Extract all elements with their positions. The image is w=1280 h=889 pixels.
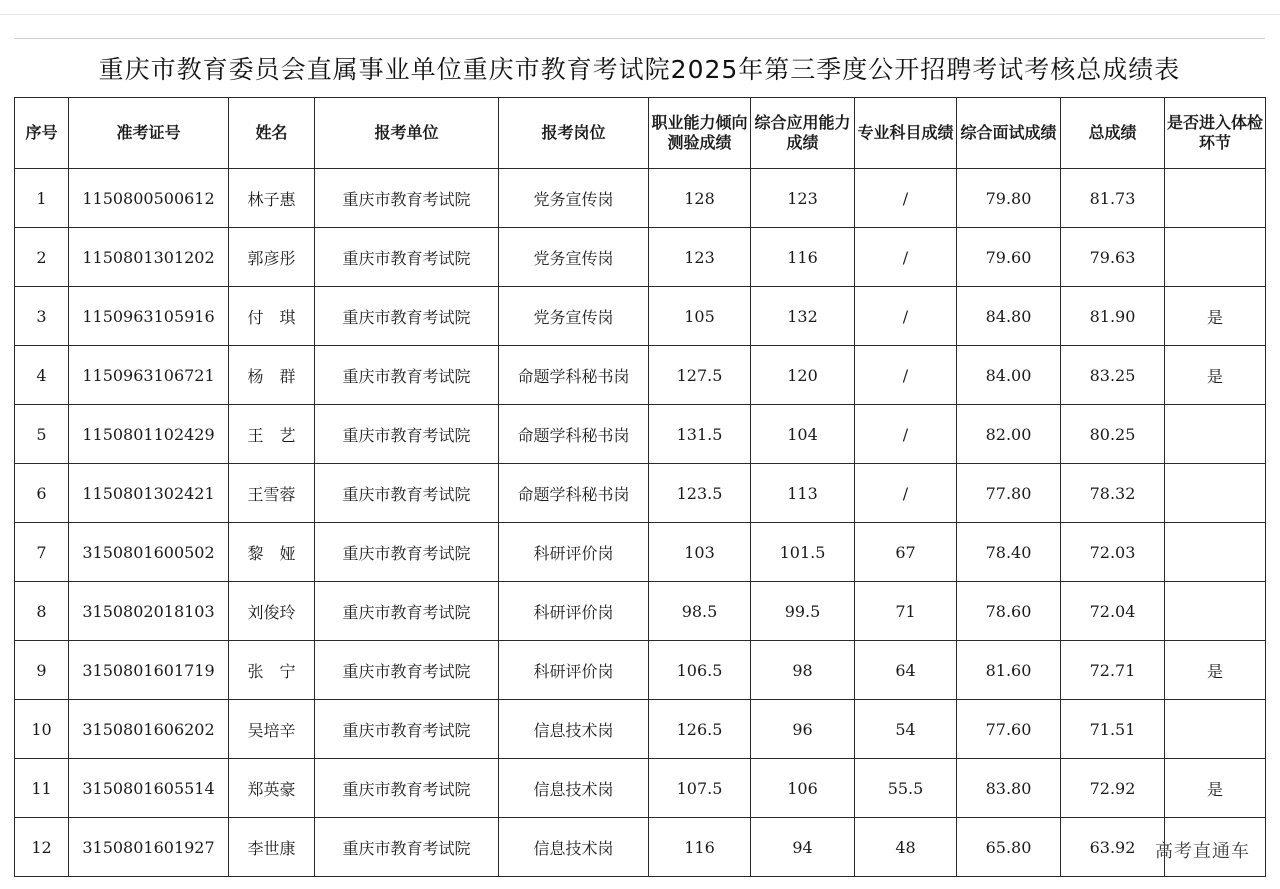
cell-index: 11 [15,759,69,818]
cell-total-score: 81.90 [1061,287,1165,346]
cell-total-score: 80.25 [1061,405,1165,464]
table-row [15,346,1266,405]
cell-applied-ability-score: 120 [751,346,855,405]
cell-aptitude-score: 98.5 [649,582,751,641]
cell-professional-score: / [855,287,957,346]
header-unit: 报考单位 [315,98,499,169]
header-applied-ability-score: 综合应用能力成绩 [751,98,855,169]
cell-index: 3 [15,287,69,346]
cell-interview-score: 77.80 [957,464,1061,523]
cell-name: 郑英豪 [229,759,315,818]
cell-ticket-number: 1150963106721 [69,346,229,405]
cell-interview-score: 83.80 [957,759,1061,818]
cell-interview-score: 79.60 [957,228,1061,287]
header-ticket-number: 准考证号 [69,98,229,169]
cell-total-score: 79.63 [1061,228,1165,287]
cell-physical-exam: 是 [1165,287,1266,346]
table-row [15,169,1266,228]
cell-name: 刘俊玲 [229,582,315,641]
cell-name: 付 琪 [229,287,315,346]
cell-ticket-number: 1150801102429 [69,405,229,464]
cell-total-score: 78.32 [1061,464,1165,523]
cell-total-score: 71.51 [1061,700,1165,759]
watermark: 高考直通车 [1155,841,1250,862]
cell-applied-ability-score: 94 [751,818,855,877]
table-row [15,759,1266,818]
table-row [15,641,1266,700]
cell-physical-exam [1165,523,1266,582]
cell-index: 7 [15,523,69,582]
cell-ticket-number: 3150801601927 [69,818,229,877]
cell-name: 黎 娅 [229,523,315,582]
cell-unit: 重庆市教育考试院 [315,464,499,523]
cell-name: 杨 群 [229,346,315,405]
cell-interview-score: 84.00 [957,346,1061,405]
cell-index: 8 [15,582,69,641]
header-professional-score: 专业科目成绩 [855,98,957,169]
cell-ticket-number: 1150801301202 [69,228,229,287]
cell-index: 4 [15,346,69,405]
cell-applied-ability-score: 106 [751,759,855,818]
cell-position: 党务宣传岗 [499,287,649,346]
cell-index: 1 [15,169,69,228]
cell-applied-ability-score: 104 [751,405,855,464]
cell-unit: 重庆市教育考试院 [315,405,499,464]
cell-physical-exam [1165,582,1266,641]
cell-total-score: 63.92 [1061,818,1165,877]
cell-position: 党务宣传岗 [499,169,649,228]
cell-applied-ability-score: 113 [751,464,855,523]
cell-total-score: 72.03 [1061,523,1165,582]
cell-applied-ability-score: 99.5 [751,582,855,641]
table-row [15,228,1266,287]
cell-professional-score: / [855,346,957,405]
header-physical-exam: 是否进入体检环节 [1165,98,1266,169]
score-table [14,97,1266,877]
cell-index: 5 [15,405,69,464]
cell-total-score: 72.71 [1061,641,1165,700]
cell-ticket-number: 3150801601719 [69,641,229,700]
cell-unit: 重庆市教育考试院 [315,169,499,228]
cell-professional-score: 64 [855,641,957,700]
cell-unit: 重庆市教育考试院 [315,641,499,700]
cell-unit: 重庆市教育考试院 [315,700,499,759]
cell-total-score: 72.92 [1061,759,1165,818]
cell-unit: 重庆市教育考试院 [315,582,499,641]
cell-total-score: 72.04 [1061,582,1165,641]
score-sheet [14,38,1265,877]
page-title: 重庆市教育委员会直属事业单位重庆市教育考试院2025年第三季度公开招聘考试考核总成绩表 [14,38,1265,97]
cell-applied-ability-score: 123 [751,169,855,228]
cell-position: 党务宣传岗 [499,228,649,287]
cell-index: 12 [15,818,69,877]
cell-position: 科研评价岗 [499,641,649,700]
table-row [15,582,1266,641]
cell-interview-score: 82.00 [957,405,1061,464]
cell-professional-score: / [855,169,957,228]
cell-applied-ability-score: 116 [751,228,855,287]
cell-aptitude-score: 126.5 [649,700,751,759]
cell-name: 林子惠 [229,169,315,228]
cell-physical-exam [1165,169,1266,228]
cell-aptitude-score: 127.5 [649,346,751,405]
cell-interview-score: 79.80 [957,169,1061,228]
table-row [15,464,1266,523]
cell-position: 信息技术岗 [499,759,649,818]
cell-physical-exam [1165,228,1266,287]
cell-professional-score: 67 [855,523,957,582]
cell-unit: 重庆市教育考试院 [315,818,499,877]
cell-unit: 重庆市教育考试院 [315,287,499,346]
top-rule [0,14,1280,15]
header-interview-score: 综合面试成绩 [957,98,1061,169]
cell-professional-score: 55.5 [855,759,957,818]
cell-aptitude-score: 105 [649,287,751,346]
cell-ticket-number: 1150801302421 [69,464,229,523]
cell-unit: 重庆市教育考试院 [315,759,499,818]
cell-position: 科研评价岗 [499,582,649,641]
cell-name: 张 宁 [229,641,315,700]
cell-interview-score: 78.40 [957,523,1061,582]
cell-ticket-number: 3150802018103 [69,582,229,641]
cell-aptitude-score: 123 [649,228,751,287]
cell-ticket-number: 3150801605514 [69,759,229,818]
cell-aptitude-score: 123.5 [649,464,751,523]
table-header-row [15,98,1266,169]
cell-professional-score: / [855,464,957,523]
cell-professional-score: 71 [855,582,957,641]
cell-physical-exam: 是 [1165,346,1266,405]
cell-physical-exam: 是 [1165,759,1266,818]
cell-aptitude-score: 103 [649,523,751,582]
header-total-score: 总成绩 [1061,98,1165,169]
cell-aptitude-score: 106.5 [649,641,751,700]
cell-index: 9 [15,641,69,700]
cell-index: 2 [15,228,69,287]
cell-unit: 重庆市教育考试院 [315,346,499,405]
cell-name: 王雪蓉 [229,464,315,523]
cell-aptitude-score: 116 [649,818,751,877]
table-row [15,818,1266,877]
cell-applied-ability-score: 98 [751,641,855,700]
cell-ticket-number: 3150801606202 [69,700,229,759]
cell-total-score: 81.73 [1061,169,1165,228]
header-name: 姓名 [229,98,315,169]
cell-physical-exam: 是 [1165,641,1266,700]
cell-ticket-number: 3150801600502 [69,523,229,582]
cell-name: 李世康 [229,818,315,877]
cell-position: 命题学科秘书岗 [499,346,649,405]
cell-interview-score: 65.80 [957,818,1061,877]
table-row [15,523,1266,582]
cell-name: 王 艺 [229,405,315,464]
cell-applied-ability-score: 96 [751,700,855,759]
header-index: 序号 [15,98,69,169]
cell-position: 信息技术岗 [499,818,649,877]
cell-physical-exam [1165,700,1266,759]
table-row [15,405,1266,464]
cell-ticket-number: 1150800500612 [69,169,229,228]
cell-applied-ability-score: 101.5 [751,523,855,582]
cell-applied-ability-score: 132 [751,287,855,346]
cell-interview-score: 81.60 [957,641,1061,700]
cell-total-score: 83.25 [1061,346,1165,405]
header-position: 报考岗位 [499,98,649,169]
cell-index: 10 [15,700,69,759]
cell-aptitude-score: 128 [649,169,751,228]
cell-aptitude-score: 131.5 [649,405,751,464]
cell-professional-score: / [855,228,957,287]
cell-name: 吴培辛 [229,700,315,759]
table-row [15,700,1266,759]
cell-physical-exam [1165,464,1266,523]
cell-interview-score: 84.80 [957,287,1061,346]
cell-index: 6 [15,464,69,523]
cell-interview-score: 77.60 [957,700,1061,759]
cell-ticket-number: 1150963105916 [69,287,229,346]
cell-position: 信息技术岗 [499,700,649,759]
cell-unit: 重庆市教育考试院 [315,228,499,287]
table-row [15,287,1266,346]
cell-position: 命题学科秘书岗 [499,464,649,523]
cell-aptitude-score: 107.5 [649,759,751,818]
cell-interview-score: 78.60 [957,582,1061,641]
header-aptitude-score: 职业能力倾向测验成绩 [649,98,751,169]
cell-professional-score: 48 [855,818,957,877]
cell-name: 郭彦彤 [229,228,315,287]
cell-position: 科研评价岗 [499,523,649,582]
cell-unit: 重庆市教育考试院 [315,523,499,582]
cell-position: 命题学科秘书岗 [499,405,649,464]
cell-professional-score: / [855,405,957,464]
cell-physical-exam [1165,405,1266,464]
cell-professional-score: 54 [855,700,957,759]
